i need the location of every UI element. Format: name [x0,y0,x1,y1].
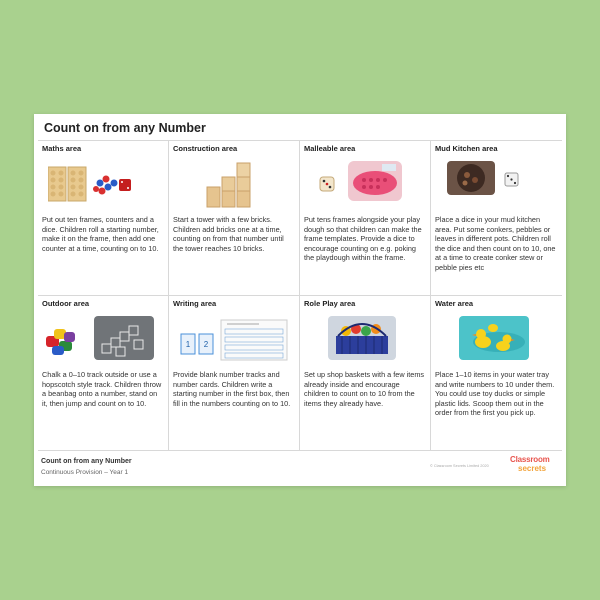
area-description: Place a dice in your mud kitchen area. Put some conkers, pebbles or leaves in different pots. Children roll the dice and then count on to 10, one at a time to create conker stew or pebble pies etc [435,215,556,272]
role-play-picture [304,316,426,364]
wooden-bricks-image [201,161,271,209]
area-description: Chalk a 0–10 track outside or use a hopscotch style track. Children throw a beanbag onto a number, stand on it, then jump and count on to 10. [42,370,162,408]
area-description: Set up shop baskets with a few items already inside and encourage children to count on to 10 from the items they already have. [304,370,425,408]
area-card-maths [38,141,169,296]
shop-basket-image [328,316,408,364]
area-card-construction [169,141,300,296]
area-title: Construction area [173,144,238,153]
beanbags-hopscotch-image [44,316,164,364]
area-title: Role Play area [304,299,356,308]
sheet-title: Count on from any Number [44,121,206,135]
rubber-ducks-water-image [459,316,539,364]
area-title: Outdoor area [42,299,90,308]
number-card-1: 1 [185,340,191,349]
maths-picture [42,161,164,209]
area-title: Maths area [42,144,82,153]
footer-title: Count on from any Number [41,458,132,465]
malleable-picture [304,161,426,209]
mud-kitchen-picture [435,161,558,209]
copyright-text: © Classroom Secrets Limited 2020 [430,464,489,468]
area-title: Writing area [173,299,217,308]
area-title: Mud Kitchen area [435,144,498,153]
areas-grid [38,140,562,451]
area-description: Place 1–10 items in your water tray and write numbers to 10 under them. You could use toy ducks or simple plastic lids. Scoop them out in the order from the first you pick up. [435,370,555,418]
classroom-secrets-logo [508,454,558,476]
area-card-outdoor [38,296,169,451]
playdough-dice-image [318,161,418,209]
area-card-mud-kitchen [431,141,562,296]
construction-picture [173,161,295,209]
ten-frame-counters-image [48,161,168,209]
area-title: Water area [435,299,474,308]
area-title: Malleable area [304,144,356,153]
area-card-water [431,296,562,451]
activity-sheet [34,114,566,486]
area-description: Put out ten frames, counters and a dice. Children roll a starting number, make it on the frame, then add one counter at a time, counting on to 10. [42,215,159,253]
mud-pot-dice-image [447,161,527,209]
logo-word-1: Classroom [510,455,550,464]
area-description: Start a tower with a few bricks. Children add bricks one at a time, counting on from that number until the tower reaches 10 bricks. [173,215,284,253]
water-picture [435,316,558,364]
footer-subtitle: Continuous Provision – Year 1 [41,469,129,476]
area-card-writing [169,296,300,451]
writing-picture [173,316,295,364]
outdoor-picture [42,316,164,364]
area-card-role-play [300,296,431,451]
number-card-2: 2 [203,340,209,349]
area-description: Put tens frames alongside your play dough so that children can make the frame templates. Provide a dice to encourage counting on e.g. poking the playdough within the frame. [304,215,422,263]
area-description: Provide blank number tracks and number cards. Children write a starting number in the first box, then fill in the numbers counting on to 10. [173,370,291,408]
logo-word-2: secrets [518,464,547,473]
area-card-malleable [300,141,431,296]
number-track-worksheet-image [179,316,291,364]
